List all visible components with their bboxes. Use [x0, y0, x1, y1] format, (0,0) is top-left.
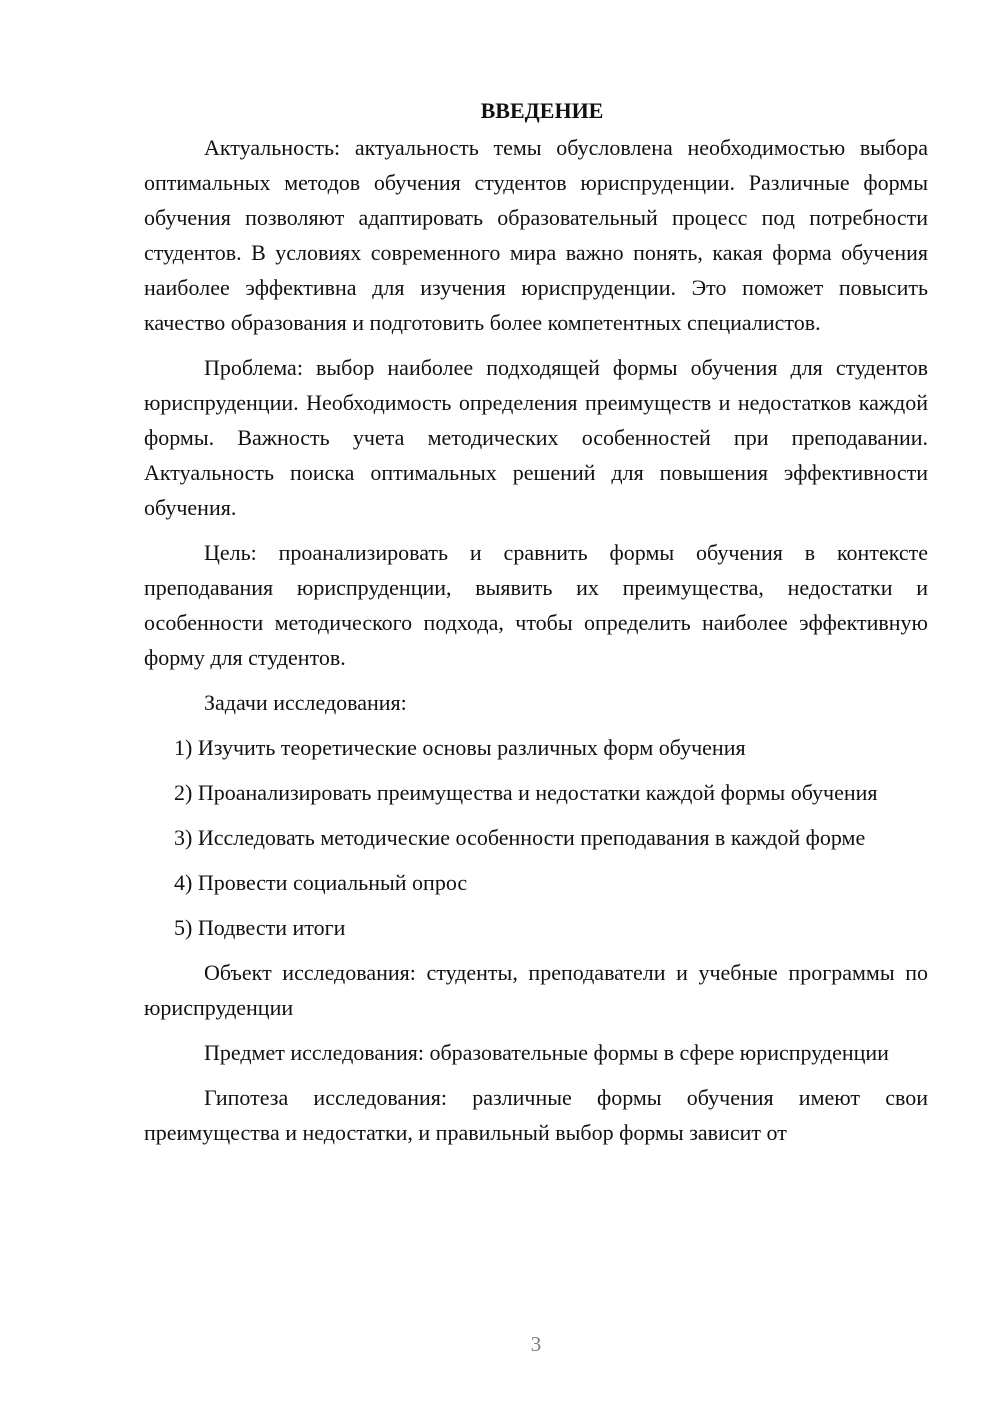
- paragraph-object: Объект исследования: студенты, преподаватели и учебные программы по юриспруденции: [144, 960, 928, 1020]
- task-item-1: 1) Изучить теоретические основы различных форм обучения: [174, 735, 746, 760]
- task-item-2: 2) Проанализировать преимущества и недостатки каждой формы обучения: [174, 780, 878, 805]
- paragraph-hypothesis: Гипотеза исследования: различные формы обучения имеют свои преимущества и недостатки, и правильный выбор формы зависит от: [144, 1085, 928, 1145]
- task-item-3: 3) Исследовать методические особенности преподавания в каждой форме: [174, 825, 866, 850]
- paragraph-tasks-intro: Задачи исследования:: [204, 690, 407, 715]
- document-page: [144, 92, 928, 1160]
- paragraph-subject: Предмет исследования: образовательные формы в сфере юриспруденции: [204, 1040, 889, 1065]
- page-number: 3: [530, 1332, 542, 1356]
- task-item-5: 5) Подвести итоги: [174, 915, 346, 940]
- paragraph-problem: Проблема: выбор наиболее подходящей формы обучения для студентов юриспруденции. Необходимость определения преимуществ и недостатков каждой формы. Важность учета методических особенностей при преподавании. Актуальность поиска оптимальных решений для повышения эффективности обучения.: [144, 355, 928, 520]
- task-item-4: 4) Провести социальный опрос: [174, 870, 468, 895]
- paragraph-relevance: Актуальность: актуальность темы обусловлена необходимостью выбора оптимальных методов обучения студентов юриспруденции. Различные формы обучения позволяют адаптировать образовательный процесс под потребности студентов. В условиях современного мира важно понять, какая форма обучения наиболее эффективна для изучения юриспруденции. Это поможет повысить качество образования и подготовить более компетентных специалистов.: [144, 135, 928, 335]
- paragraph-goal: Цель: проанализировать и сравнить формы обучения в контексте преподавания юриспруденции, выявить их преимущества, недостатки и особенности методического подхода, чтобы определить наиболее эффективную форму для студентов.: [144, 540, 928, 670]
- section-heading: ВВЕДЕНИЕ: [480, 98, 604, 123]
